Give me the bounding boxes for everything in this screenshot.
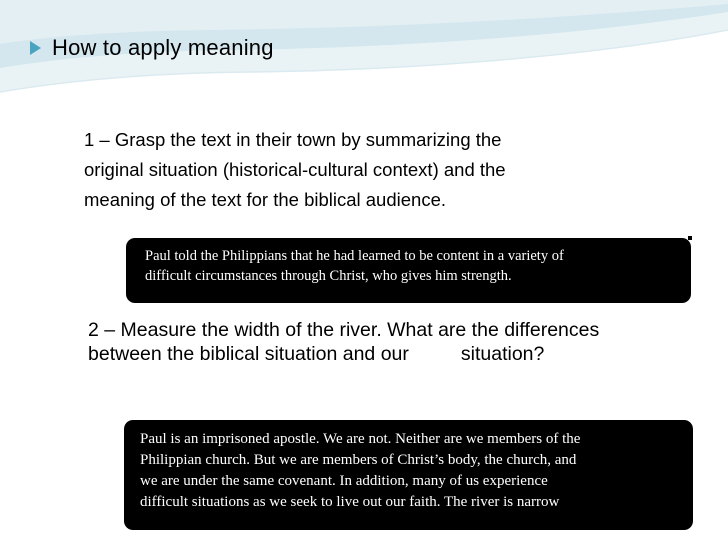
slide-title-row: [30, 35, 274, 61]
step-1-line-2: original situation (historical-cultural context) and the: [84, 159, 506, 180]
step-1-text: [84, 125, 674, 215]
note-1-corner-mark: [688, 236, 692, 240]
step-2-line-1: 2 – Measure the width of the river. What are the differences: [88, 319, 600, 341]
note-2-line-3: we are under the same covenant. In addition, many of us experience: [140, 473, 548, 489]
note-2-line-2: Philippian church. But we are members of Christ’s body, the church, and: [140, 452, 577, 468]
note-2-line-1: Paul is an imprisoned apostle. We are not. Neither are we members of the: [140, 431, 581, 447]
step-2-text: [88, 318, 728, 366]
note-1-line-2: difficult circumstances through Christ, who gives him strength.: [145, 268, 512, 284]
note-1-line-1: Paul told the Philippians that he had learned to be content in a variety of: [145, 248, 564, 264]
note-2-box: [124, 420, 693, 530]
step-1-line-3: meaning of the text for the biblical audience.: [84, 189, 447, 210]
triangle-bullet-icon: [30, 41, 41, 55]
slide-title: How to apply meaning: [52, 35, 274, 60]
note-2-line-4: difficult situations as we seek to live out our faith. The river is narrow: [140, 494, 560, 510]
step-2-line-2-start: between the biblical situation and our: [88, 343, 409, 365]
note-1-box: [126, 238, 691, 303]
step-2-line-2-end: situation?: [460, 343, 545, 365]
step-1-line-1: 1 – Grasp the text in their town by summarizing the: [84, 129, 502, 150]
